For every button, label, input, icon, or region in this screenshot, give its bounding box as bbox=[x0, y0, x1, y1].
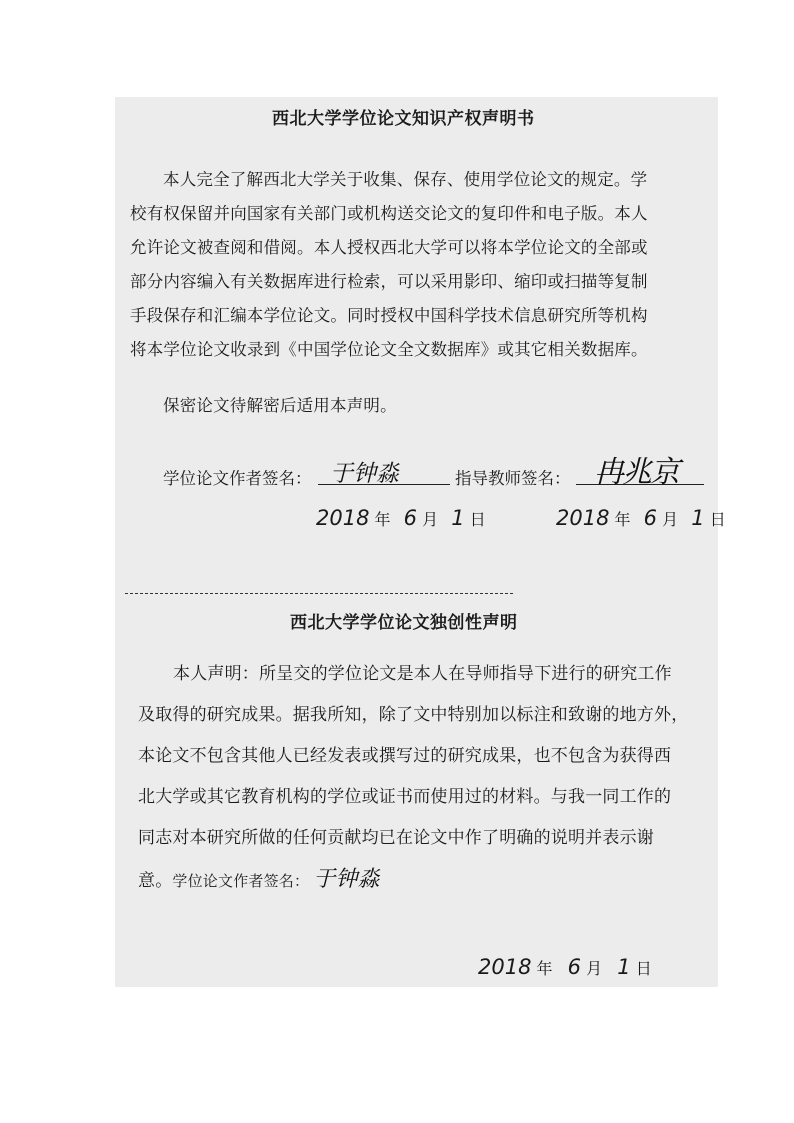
advisor-signature-label: 指导教师签名： bbox=[455, 469, 571, 488]
originality-statement-title: 西北大学学位论文独创性声明 bbox=[290, 613, 518, 633]
date-day: 1 bbox=[691, 506, 705, 530]
author-signature: 于钟淼 bbox=[313, 867, 380, 892]
paragraph-line: 及取得的研究成果。据我所知，除了文中特别加以标注和致谢的地方外， bbox=[138, 705, 689, 725]
date-month-unit: 月 bbox=[422, 510, 439, 529]
originality-sign-date bbox=[478, 955, 652, 979]
line-start: 意。 bbox=[138, 871, 173, 891]
date-day-unit: 日 bbox=[635, 959, 652, 978]
paragraph-line: 部分内容编入有关数据库进行检索，可以采用影印、缩印或扫描等复制 bbox=[130, 272, 648, 291]
date-year-unit: 年 bbox=[374, 510, 391, 529]
advisor-signature: 冉兆京 bbox=[594, 455, 678, 490]
date-month: 6 bbox=[643, 506, 658, 530]
date-month-unit: 月 bbox=[586, 959, 603, 978]
date-month: 6 bbox=[567, 955, 582, 979]
originality-statement-paragraph bbox=[138, 654, 688, 902]
date-day-unit: 日 bbox=[709, 510, 726, 529]
paragraph-line: 本人声明：所呈交的学位论文是本人在导师指导下进行的研究工作 bbox=[173, 664, 672, 684]
paragraph-line: 校有权保留并向国家有关部门或机构送交论文的复印件和电子版。本人 bbox=[130, 204, 648, 223]
date-year: 2018 bbox=[478, 955, 532, 979]
author-signature: 于钟淼 bbox=[330, 461, 399, 487]
paragraph-line: 手段保存和汇编本学位论文。同时授权中国科学技术信息研究所等机构 bbox=[130, 306, 648, 325]
paragraph-line: 北大学或其它教育机构的学位或证书而使用过的材料。与我一同工作的 bbox=[138, 787, 672, 807]
paragraph-line: 本人完全了解西北大学关于收集、保存、使用学位论文的规定。学 bbox=[163, 170, 648, 189]
date-month-unit: 月 bbox=[662, 510, 679, 529]
date-day: 1 bbox=[451, 506, 465, 530]
author-signature-label: 学位论文作者签名： bbox=[163, 469, 312, 488]
confidential-note: 保密论文待解密后适用本声明。 bbox=[163, 396, 397, 415]
date-day-unit: 日 bbox=[469, 510, 486, 529]
paragraph-line: 将本学位论文收录到《中国学位论文全文数据库》或其它相关数据库。 bbox=[130, 340, 648, 359]
section-divider bbox=[125, 593, 513, 594]
date-year: 2018 bbox=[556, 506, 610, 530]
date-day: 1 bbox=[617, 955, 631, 979]
author-signature-label: 学位论文作者签名： bbox=[172, 872, 310, 890]
ip-statement-paragraph bbox=[130, 163, 648, 367]
paragraph-line: 本论文不包含其他人已经发表或撰写过的研究成果，也不包含为获得西 bbox=[138, 746, 672, 766]
date-year-unit: 年 bbox=[614, 510, 631, 529]
paragraph-line: 允许论文被查阅和借阅。本人授权西北大学可以将本学位论文的全部或 bbox=[130, 238, 648, 257]
paragraph-line: 同志对本研究所做的任何贡献均已在论文中作了明确的说明并表示谢 bbox=[138, 828, 654, 848]
advisor-sign-date bbox=[556, 506, 726, 530]
date-month: 6 bbox=[403, 506, 418, 530]
date-year-unit: 年 bbox=[536, 959, 553, 978]
date-year: 2018 bbox=[316, 506, 370, 530]
ip-statement-title: 西北大学学位论文知识产权声明书 bbox=[272, 109, 535, 129]
author-sign-date bbox=[316, 506, 486, 530]
paragraph-line-last bbox=[138, 859, 688, 902]
